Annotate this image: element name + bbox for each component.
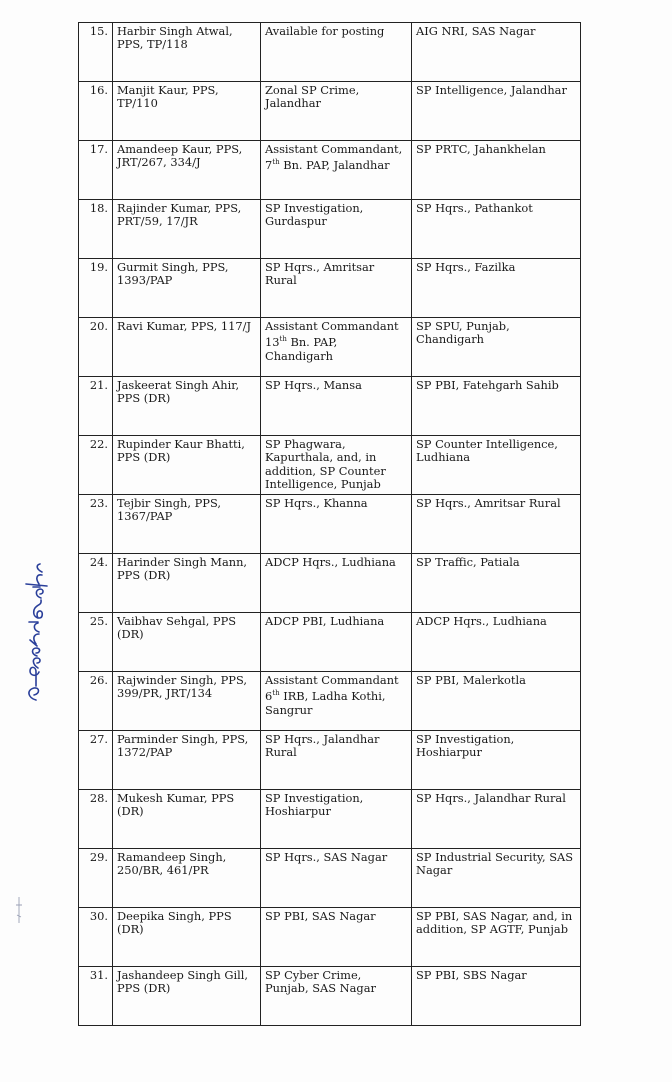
- table-row: [79, 790, 581, 849]
- serial-number-cell: 26.: [79, 672, 113, 731]
- handwritten-signature: [6, 560, 58, 710]
- table-row: [79, 967, 581, 1026]
- officer-name-cell: Harbir Singh Atwal, PPS, TP/118: [113, 23, 261, 82]
- table-row: [79, 200, 581, 259]
- new-posting-cell: SP Traffic, Patiala: [412, 554, 581, 613]
- officer-name-cell: Gurmit Singh, PPS, 1393/PAP: [113, 259, 261, 318]
- new-posting-cell: SP Hqrs., Pathankot: [412, 200, 581, 259]
- officer-name-cell: Amandeep Kaur, PPS, JRT/267, 334/J: [113, 141, 261, 200]
- current-posting-cell: Assistant Commandant 13th Bn. PAP, Chandigarh: [261, 318, 412, 377]
- current-posting-cell: SP Hqrs., SAS Nagar: [261, 849, 412, 908]
- new-posting-cell: SP Counter Intelligence, Ludhiana: [412, 436, 581, 495]
- table-row: [79, 495, 581, 554]
- new-posting-cell: SP SPU, Punjab, Chandigarh: [412, 318, 581, 377]
- serial-number-cell: 28.: [79, 790, 113, 849]
- table-row: [79, 849, 581, 908]
- table-row: [79, 318, 581, 377]
- serial-number-cell: 20.: [79, 318, 113, 377]
- table-row: [79, 436, 581, 495]
- new-posting-cell: SP Hqrs., Amritsar Rural: [412, 495, 581, 554]
- current-posting-cell: SP Hqrs., Khanna: [261, 495, 412, 554]
- current-posting-cell: Zonal SP Crime, Jalandhar: [261, 82, 412, 141]
- new-posting-cell: SP Industrial Security, SAS Nagar: [412, 849, 581, 908]
- current-posting-cell: Assistant Commandant, 7th Bn. PAP, Jalandhar: [261, 141, 412, 200]
- current-posting-cell: SP Hqrs., Mansa: [261, 377, 412, 436]
- table-row: [79, 377, 581, 436]
- new-posting-cell: SP PBI, Fatehgarh Sahib: [412, 377, 581, 436]
- officer-name-cell: Tejbir Singh, PPS, 1367/PAP: [113, 495, 261, 554]
- table-row: [79, 731, 581, 790]
- serial-number-cell: 30.: [79, 908, 113, 967]
- current-posting-cell: SP PBI, SAS Nagar: [261, 908, 412, 967]
- posting-table-body: [79, 23, 581, 1026]
- faint-pen-mark: [12, 895, 26, 927]
- current-posting-cell: ADCP PBI, Ludhiana: [261, 613, 412, 672]
- current-posting-cell: SP Investigation, Gurdaspur: [261, 200, 412, 259]
- current-posting-cell: SP Phagwara, Kapurthala, and, in addition, SP Counter Intelligence, Punjab: [261, 436, 412, 495]
- serial-number-cell: 15.: [79, 23, 113, 82]
- table-row: [79, 259, 581, 318]
- officer-name-cell: Ravi Kumar, PPS, 117/J: [113, 318, 261, 377]
- officer-name-cell: Rupinder Kaur Bhatti, PPS (DR): [113, 436, 261, 495]
- new-posting-cell: SP PRTC, Jahankhelan: [412, 141, 581, 200]
- table-row: [79, 82, 581, 141]
- current-posting-cell: SP Cyber Crime, Punjab, SAS Nagar: [261, 967, 412, 1026]
- serial-number-cell: 23.: [79, 495, 113, 554]
- current-posting-cell: Assistant Commandant 6th IRB, Ladha Kothi, Sangrur: [261, 672, 412, 731]
- officer-name-cell: Jashandeep Singh Gill, PPS (DR): [113, 967, 261, 1026]
- new-posting-cell: AIG NRI, SAS Nagar: [412, 23, 581, 82]
- new-posting-cell: SP Investigation, Hoshiarpur: [412, 731, 581, 790]
- current-posting-cell: Available for posting: [261, 23, 412, 82]
- officer-name-cell: Ramandeep Singh, 250/BR, 461/PR: [113, 849, 261, 908]
- officer-name-cell: Jaskeerat Singh Ahir, PPS (DR): [113, 377, 261, 436]
- current-posting-cell: ADCP Hqrs., Ludhiana: [261, 554, 412, 613]
- officer-name-cell: Vaibhav Sehgal, PPS (DR): [113, 613, 261, 672]
- table-row: [79, 23, 581, 82]
- new-posting-cell: ADCP Hqrs., Ludhiana: [412, 613, 581, 672]
- new-posting-cell: SP PBI, Malerkotla: [412, 672, 581, 731]
- officer-name-cell: Manjit Kaur, PPS, TP/110: [113, 82, 261, 141]
- serial-number-cell: 18.: [79, 200, 113, 259]
- officer-name-cell: Deepika Singh, PPS (DR): [113, 908, 261, 967]
- table-row: [79, 554, 581, 613]
- officer-name-cell: Harinder Singh Mann, PPS (DR): [113, 554, 261, 613]
- serial-number-cell: 17.: [79, 141, 113, 200]
- new-posting-cell: SP Hqrs., Jalandhar Rural: [412, 790, 581, 849]
- new-posting-cell: SP PBI, SAS Nagar, and, in addition, SP AGTF, Punjab: [412, 908, 581, 967]
- serial-number-cell: 29.: [79, 849, 113, 908]
- table-row: [79, 908, 581, 967]
- serial-number-cell: 16.: [79, 82, 113, 141]
- new-posting-cell: SP Intelligence, Jalandhar: [412, 82, 581, 141]
- serial-number-cell: 27.: [79, 731, 113, 790]
- officer-name-cell: Parminder Singh, PPS, 1372/PAP: [113, 731, 261, 790]
- serial-number-cell: 31.: [79, 967, 113, 1026]
- officer-name-cell: Mukesh Kumar, PPS (DR): [113, 790, 261, 849]
- new-posting-cell: SP PBI, SBS Nagar: [412, 967, 581, 1026]
- table-row: [79, 672, 581, 731]
- table-row: [79, 141, 581, 200]
- serial-number-cell: 19.: [79, 259, 113, 318]
- new-posting-cell: SP Hqrs., Fazilka: [412, 259, 581, 318]
- serial-number-cell: 22.: [79, 436, 113, 495]
- officer-name-cell: Rajinder Kumar, PPS, PRT/59, 17/JR: [113, 200, 261, 259]
- current-posting-cell: SP Investigation, Hoshiarpur: [261, 790, 412, 849]
- current-posting-cell: SP Hqrs., Jalandhar Rural: [261, 731, 412, 790]
- posting-table: [78, 22, 581, 1026]
- serial-number-cell: 25.: [79, 613, 113, 672]
- officer-name-cell: Rajwinder Singh, PPS, 399/PR, JRT/134: [113, 672, 261, 731]
- serial-number-cell: 21.: [79, 377, 113, 436]
- serial-number-cell: 24.: [79, 554, 113, 613]
- table-row: [79, 613, 581, 672]
- current-posting-cell: SP Hqrs., Amritsar Rural: [261, 259, 412, 318]
